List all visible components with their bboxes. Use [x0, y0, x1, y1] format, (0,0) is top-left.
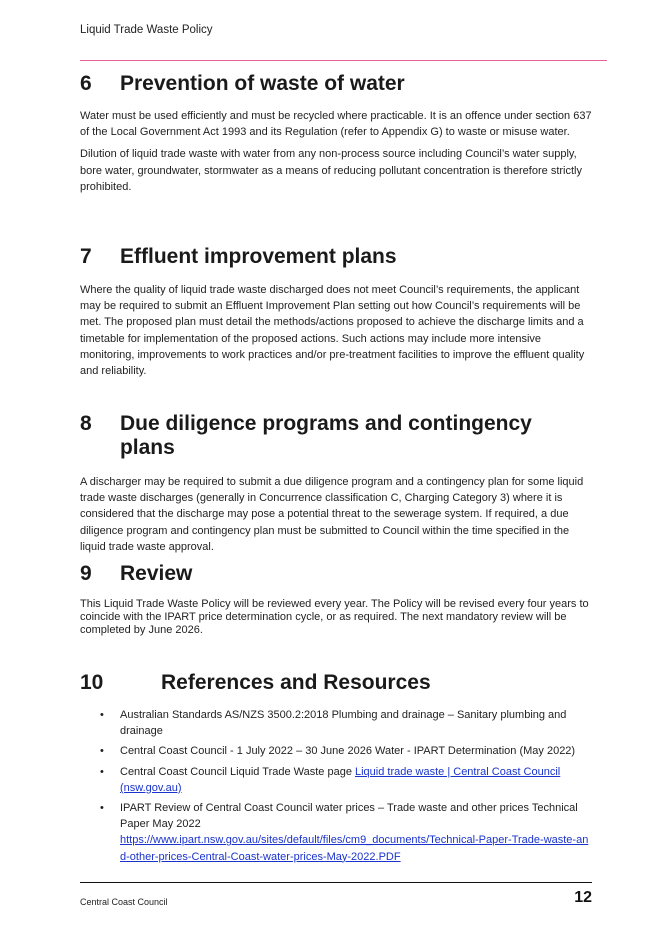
list-item — [80, 743, 592, 759]
paragraph: A discharger may be required to submit a due diligence program and a contingency plan for some liquid trade waste discharges (generally in Concurrence classification C, Charging Category 3) where it is considered that the discharge may pose a potential threat to the sewerage system. If required, a due diligence program and contingency plan must be submitted to Council within the time specified in the liquid trade waste approval. — [80, 476, 584, 553]
section-title: Prevention of waste of water — [120, 72, 405, 95]
section-title: Due diligence programs and contingency plans — [119, 412, 532, 459]
section-heading — [80, 72, 592, 96]
section-number: 8 — [80, 412, 92, 435]
running-header: Liquid Trade Waste Policy — [80, 24, 213, 36]
paragraph: This Liquid Trade Waste Policy will be reviewed every year. The Policy will be revised every four years to coincide with the IPART price determination cycle, or as required. The next mandatory review will be completed by June 2026. — [80, 598, 589, 636]
section-number: 7 — [80, 245, 92, 268]
section-title: References and Resources — [161, 671, 431, 694]
reference-link[interactable]: https://www.ipart.nsw.gov.au/sites/default/files/cm9_documents/Technical-Paper-Trade-waste-and-other-prices-Central-Coast-water-prices-May-2022.PDF — [120, 834, 589, 863]
reference-text: Central Coast Council Liquid Trade Waste page — [120, 765, 355, 778]
bullet-icon: • — [100, 745, 104, 758]
section-number: 6 — [80, 72, 92, 95]
section-title: Review — [120, 562, 193, 585]
section-heading — [80, 245, 592, 269]
page-number: 12 — [574, 889, 592, 906]
reference-link[interactable]: Liquid trade waste | Central Coast Council (nsw.gov.au) — [120, 765, 561, 794]
footer-organisation: Central Coast Council — [80, 897, 168, 907]
section-title: Effluent improvement plans — [120, 245, 397, 268]
section-6 — [80, 72, 592, 195]
bullet-icon: • — [100, 709, 104, 721]
paragraph: Where the quality of liquid trade waste discharged does not meet Council’s requirements, the applicant may be required to submit an Effluent Improvement Plan setting out how Council’s requirements will be met. The proposed plan must detail the methods/actions proposed to achieve the discharge limits and a timetable for implementation of the proposed actions. Such actions may include more intensive monitoring, improvements to work practices and/or pre-treatment facilities to improve the effluent quality and reliability. — [80, 284, 585, 378]
section-7 — [80, 245, 592, 379]
section-heading — [80, 562, 592, 586]
section-8 — [80, 412, 592, 555]
header-rule — [80, 60, 607, 61]
reference-list — [80, 707, 592, 865]
bullet-icon: • — [100, 765, 104, 778]
list-item — [80, 800, 592, 865]
section-heading — [80, 412, 592, 460]
list-item — [80, 707, 592, 739]
section-10 — [80, 671, 592, 869]
reference-text: Australian Standards AS/NZS 3500.2:2018 Plumbing and drainage – Sanitary plumbing and drainage — [120, 709, 567, 738]
reference-text: IPART Review of Central Coast Council water prices – Trade waste and other prices Technical Paper May 2022 — [120, 802, 578, 831]
section-9 — [80, 562, 592, 637]
paragraph: Dilution of liquid trade waste with water from any non-process source including Council’s water supply, bore water, groundwater, stormwater as a means of reducing pollutant concentration is therefore strictly prohibited. — [80, 148, 582, 193]
reference-text: Central Coast Council - 1 July 2022 – 30 June 2026 Water - IPART Determination (May 2022) — [120, 745, 576, 758]
section-number: 9 — [80, 562, 92, 585]
footer-rule — [80, 882, 592, 883]
list-item — [80, 764, 592, 796]
section-number: 10 — [80, 671, 104, 694]
paragraph: Water must be used efficiently and must be recycled where practicable. It is an offence under section 637 of the Local Government Act 1993 and its Regulation (refer to Appendix G) to waste or misuse water. — [80, 110, 592, 139]
section-heading — [80, 671, 592, 695]
bullet-icon: • — [100, 802, 104, 815]
